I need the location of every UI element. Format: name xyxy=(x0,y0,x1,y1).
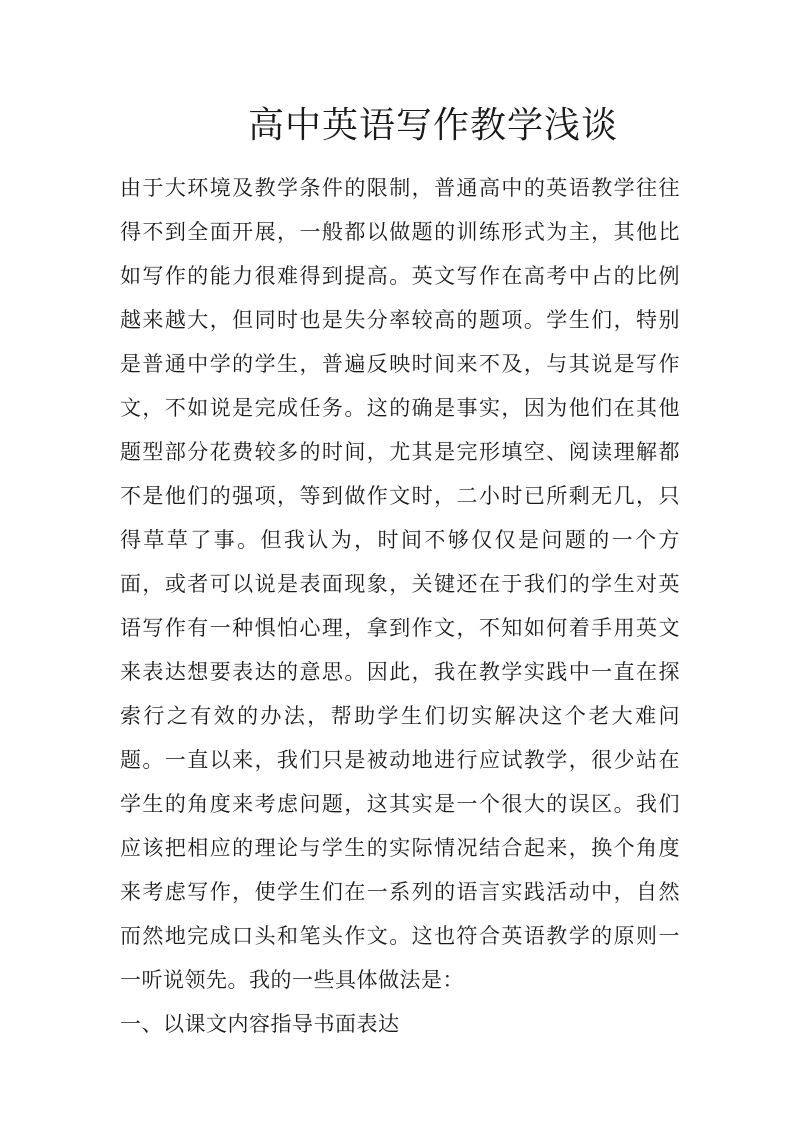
paragraph-line: 得草草了事。但我认为，时间不够仅仅是问题的一个方 xyxy=(120,528,680,552)
paragraph-line: 越来越大，但同时也是失分率较高的题项。学生们，特别 xyxy=(120,308,680,332)
paragraph-line: 来考虑写作，使学生们在一系列的语言实践活动中，自然 xyxy=(120,880,680,904)
paragraph-line: 语写作有一种惧怕心理，拿到作文，不知如何着手用英文 xyxy=(120,616,680,640)
paragraph-line: 如写作的能力很难得到提高。英文写作在高考中占的比例 xyxy=(120,264,680,288)
paragraph-line: 学生的角度来考虑问题，这其实是一个很大的误区。我们 xyxy=(120,792,680,816)
paragraph-line: 而然地完成口头和笔头作文。这也符合英语教学的原则一 xyxy=(120,924,680,948)
paragraph-line: 一听说领先。我的一些具体做法是： xyxy=(120,968,464,992)
paragraph-line: 来表达想要表达的意思。因此，我在教学实践中一直在探 xyxy=(120,660,680,684)
paragraph-line: 是普通中学的学生，普遍反映时间来不及，与其说是写作 xyxy=(120,352,680,376)
paragraph-line: 面，或者可以说是表面现象，关键还在于我们的学生对英 xyxy=(120,572,680,596)
document-title: 高中英语写作教学浅谈 xyxy=(248,105,619,146)
body-paragraph xyxy=(120,166,680,1046)
section-heading: 一、以课文内容指导书面表达 xyxy=(120,1012,400,1036)
paragraph-line: 题型部分花费较多的时间，尤其是完形填空、阅读理解都 xyxy=(120,440,680,464)
paragraph-line: 由于大环境及教学条件的限制，普通高中的英语教学往往 xyxy=(120,176,680,200)
paragraph-line: 不是他们的强项，等到做作文时，二小时已所剩无几，只 xyxy=(120,484,680,508)
paragraph-line: 文，不如说是完成任务。这的确是事实，因为他们在其他 xyxy=(120,396,680,420)
paragraph-line: 题。一直以来，我们只是被动地进行应试教学，很少站在 xyxy=(120,748,680,772)
paragraph-line: 得不到全面开展，一般都以做题的训练形式为主，其他比 xyxy=(120,220,680,244)
paragraph-line: 索行之有效的办法，帮助学生们切实解决这个老大难问 xyxy=(120,704,680,728)
paragraph-line: 应该把相应的理论与学生的实际情况结合起来，换个角度 xyxy=(120,836,680,860)
